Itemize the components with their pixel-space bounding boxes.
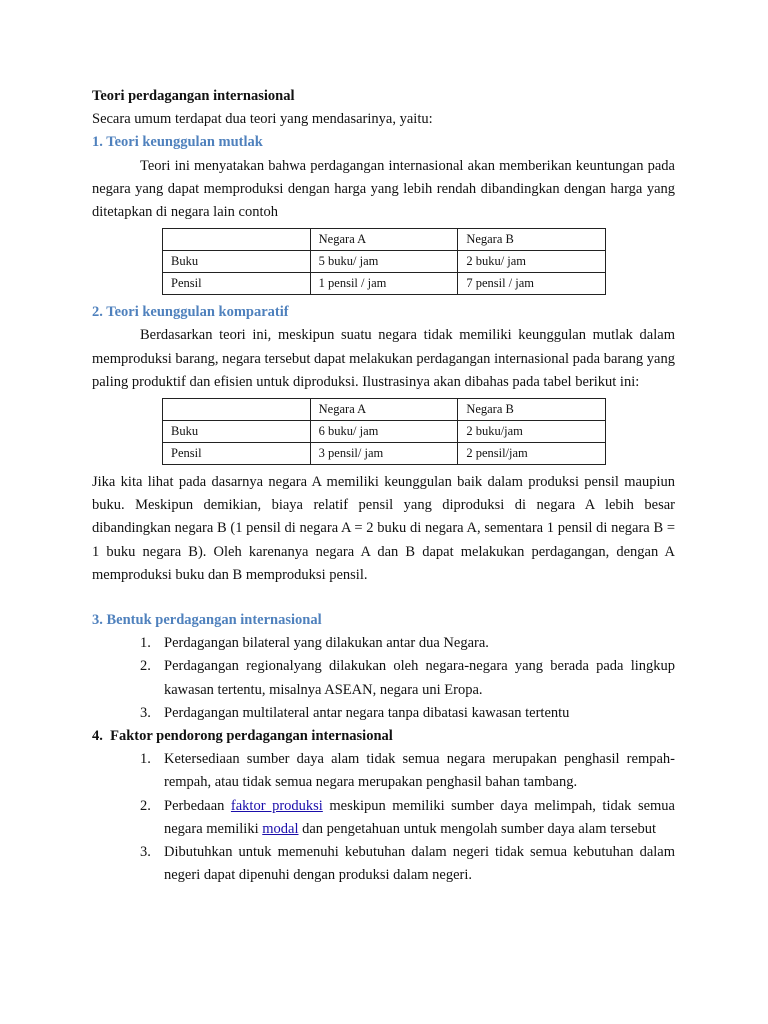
section-1-paragraph: Teori ini menyatakan bahwa perdagangan internasional akan memberikan keuntungan pada negara yang dapat memproduksi dengan harga yang lebih rendah dibandingkan dengan harga yang ditetapkan di negara lain contoh: [92, 157, 675, 221]
section-2-heading: 2. Teori keunggulan komparatif: [92, 304, 289, 321]
table-cell: Negara B: [458, 229, 606, 251]
list-number: 1.: [140, 751, 151, 768]
trade-forms-list: [92, 632, 675, 725]
list-text: Perdagangan regionalyang dilakukan oleh negara-negara yang berada pada lingkup kawasan tertentu, misalnya ASEAN, negara uni Eropa.: [164, 658, 675, 698]
table-cell: 1 pensil / jam: [310, 273, 458, 295]
list-item: [92, 655, 675, 701]
section-2-explanation: Jika kita lihat pada dasarnya negara A memiliki keunggulan baik dalam produksi pensil maupiun buku. Meskipun demikian, biaya relatif pensil yang diproduksi di negara A lebih besar dibandingkan negara B (1 pensil di negara A = 2 buku di negara A, sementara 1 pensil di negara B = 1 buku negara B). Oleh karenanya negara A dan B dapat melakukan perdagangan, dengan A memproduksi buku dan B memproduksi pensil.: [92, 474, 675, 583]
table-row: [163, 421, 606, 443]
list-text: Dibutuhkan untuk memenuhi kebutuhan dalam negeri tidak semua kebutuhan dalam negeri dapat dipenuhi dengan produksi dalam negeri.: [164, 844, 675, 884]
list-text: meskipun memiliki sumber daya melimpah, tidak semua negara memiliki: [164, 797, 675, 837]
table-cell: Negara A: [310, 229, 458, 251]
section-2-paragraph: Berdasarkan teori ini, meskipun suatu negara tidak memiliki keunggulan mutlak dalam memproduksi barang, negara tersebut dapat melakukan perdagangan internasional pada barang yang paling produktif dan efisien untuk diproduksi. Ilustrasinya akan dibahas pada tabel berikut ini:: [92, 327, 675, 390]
list-number: 2.: [140, 658, 151, 675]
faktor-produksi-link[interactable]: faktor produksi: [230, 797, 323, 814]
section-3-heading: 3. Bentuk perdagangan internasional: [92, 612, 322, 629]
table-cell: 3 pensil/ jam: [310, 443, 458, 465]
table-cell: 2 buku/ jam: [458, 251, 606, 273]
list-number: 3.: [140, 844, 151, 861]
table-cell: [163, 399, 311, 421]
list-text: Ketersediaan sumber daya alam tidak semua negara merupakan penghasil rempah-rempah, atau tidak semua negara merupakan penghasil bahan tambang.: [164, 751, 675, 791]
table-cell: Buku: [163, 421, 311, 443]
table-cell: Negara A: [310, 399, 458, 421]
list-item: [92, 795, 675, 841]
document-page: [92, 85, 675, 887]
table-row: [163, 251, 606, 273]
driving-factors-list: [92, 748, 675, 887]
list-item: [92, 702, 675, 725]
list-text: Perdagangan bilateral yang dilakukan antar dua Negara.: [164, 635, 489, 652]
list-item: [92, 841, 675, 887]
list-number: 2.: [140, 797, 151, 814]
list-text: Perbedaan: [164, 797, 231, 814]
comparative-advantage-table: [162, 398, 606, 465]
table-cell: Buku: [163, 251, 311, 273]
table-row: [163, 273, 606, 295]
intro-text: Secara umum terdapat dua teori yang mendasarinya, yaitu:: [92, 111, 433, 128]
table-cell: Negara B: [458, 399, 606, 421]
table-header-row: [163, 399, 606, 421]
list-number: 3.: [140, 704, 151, 721]
table-cell: 6 buku/ jam: [310, 421, 458, 443]
list-number: 1.: [140, 635, 151, 652]
table-row: [163, 443, 606, 465]
table-cell: 7 pensil / jam: [458, 273, 606, 295]
list-item: [92, 748, 675, 794]
section-1-heading: 1. Teori keunggulan mutlak: [92, 134, 263, 151]
table-cell: Pensil: [163, 273, 311, 295]
modal-link[interactable]: modal: [262, 820, 299, 837]
table-cell: 2 pensil/jam: [458, 443, 606, 465]
table-cell: Pensil: [163, 443, 311, 465]
section-4-heading: 4. Faktor pendorong perdagangan internasional: [92, 728, 393, 745]
table-header-row: [163, 229, 606, 251]
table-cell: 2 buku/jam: [458, 421, 606, 443]
table-cell: [163, 229, 311, 251]
document-title: Teori perdagangan internasional: [92, 88, 295, 104]
list-text: dan pengetahuan untuk mengolah sumber daya alam tersebut: [298, 820, 657, 837]
list-text: Perdagangan multilateral antar negara tanpa dibatasi kawasan tertentu: [164, 704, 570, 721]
table-cell: 5 buku/ jam: [310, 251, 458, 273]
list-item: [92, 632, 675, 655]
absolute-advantage-table: [162, 228, 606, 295]
